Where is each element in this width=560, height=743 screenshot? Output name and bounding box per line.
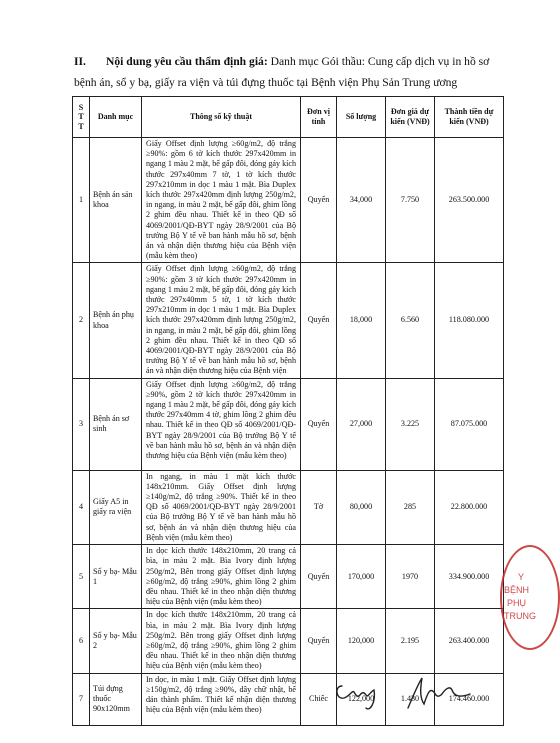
stamp-line: BỆNH	[504, 585, 530, 595]
header-stt: S T T	[73, 97, 90, 138]
cell-unit: Quyển	[301, 138, 337, 263]
red-stamp	[500, 545, 560, 650]
cell-price: 7.750	[386, 138, 435, 263]
cell-name: Bệnh án sơ sinh	[90, 378, 142, 470]
stamp-line: Y	[518, 572, 525, 582]
cell-total: 263.400.000	[435, 609, 504, 673]
cell-unit: Quyển	[301, 545, 337, 609]
cell-unit: Quyển	[301, 263, 337, 378]
section-line-1	[74, 51, 504, 72]
cell-price: 1970	[386, 545, 435, 609]
section-number: II.	[74, 55, 86, 68]
cell-stt: 5	[73, 545, 90, 609]
signatures	[330, 668, 480, 718]
cell-qty: 34,000	[337, 138, 386, 263]
cell-price: 1.430	[386, 673, 435, 725]
signature-icon	[330, 668, 480, 718]
cell-spec: Giấy Offset định lượng ≥60g/m2, độ trắng ≥90%: gồm 3 tờ kích thước 297x420mm in ngang 1 màu 2 mặt, bế gấp đôi, đóng gáy kích thước 297x40mm 5 tờ, 1 tờ kích thước 297x210mm in dọc 1 màu 1 mặt. Bìa Duplex kích thước 297x420mm định lượng 250g/m2, in ngang, in màu 2 mặt, bế gấp đôi, ghim lồng 2 ghim đều nhau. Thiết kế in theo QĐ số 4069/2001/QĐ-BYT ngày 28/9/2001 của Bộ trưởng Bộ Y tế về ban hành mẫu hồ sơ, bệnh án và nhận diện thương hiệu của Bệnh viện	[142, 263, 301, 378]
cell-name: Túi đựng thuốc 90x120mm	[90, 673, 142, 725]
cell-unit: Quyển	[301, 378, 337, 470]
cell-total: 22.800.000	[435, 470, 504, 544]
header-danh-muc: Danh mục	[90, 97, 142, 138]
table-row	[73, 545, 504, 609]
cell-qty: 170,000	[337, 545, 386, 609]
table-header-row	[73, 97, 504, 138]
cell-total: 174.460.000	[435, 673, 504, 725]
cell-name: Bệnh án phụ khoa	[90, 263, 142, 378]
spec-table	[72, 96, 504, 726]
cell-stt: 3	[73, 378, 90, 470]
cell-spec: In dọc, in màu 1 mặt. Giấy Offset định lượng ≥150g/m2, độ trắng ≥90%, dây chữ nhật, bế dán thành phẩm. Thiết kế nhận diện thương hiệu của Bệnh viện (mẫu kèm theo)	[142, 673, 301, 725]
cell-unit: Quyển	[301, 609, 337, 673]
cell-name: Sổ y bạ- Mẫu 2	[90, 609, 142, 673]
stamp-line: PHỤ	[507, 598, 527, 608]
stamp-line: TRUNG	[504, 611, 536, 621]
table-row	[73, 470, 504, 544]
cell-qty: 80,000	[337, 470, 386, 544]
section-label: Nội dung yêu cầu thẩm định giá:	[106, 55, 268, 68]
cell-stt: 4	[73, 470, 90, 544]
cell-price: 285	[386, 470, 435, 544]
cell-name: Sổ y bạ- Mẫu 1	[90, 545, 142, 609]
cell-spec: Giấy Offset định lượng ≥60g/m2, độ trắng ≥90%, gồm 2 tờ kích thước 297x420mm in ngang 1 màu 2 mặt, bế gấp đôi, đóng gáy kích thước 297x40mm 4 tờ, ghim lồng 2 ghim đều nhau. Thiết kế in theo QĐ số 4069/2001/QĐ-BYT ngày 28/9/2001 của Bộ trưởng Bộ Y tế về ban hành mẫu hồ sơ, bệnh án và nhận diện thương hiệu của Bệnh viện (mẫu kèm theo)	[142, 378, 301, 470]
table-row	[73, 263, 504, 378]
table-row	[73, 609, 504, 673]
cell-unit: Chiếc	[301, 673, 337, 725]
table-row	[73, 138, 504, 263]
cell-total: 334.900.000	[435, 545, 504, 609]
header-don-gia: Đơn giá dự kiến (VNĐ)	[386, 97, 435, 138]
cell-spec: In dọc kích thước 148x210mm, 20 trang cả bìa, in màu 2 mặt. Bìa Ivory định lượng 250g/m2, Bên trong giấy Offset định lượng ≥60g/m2, độ trắng ≥90%, ghim lồng 2 ghim đều nhau. Thiết kế in theo nhận diện thương hiệu của Bệnh viện (mẫu kèm theo)	[142, 545, 301, 609]
cell-stt: 6	[73, 609, 90, 673]
cell-unit: Tờ	[301, 470, 337, 544]
cell-qty: 18,000	[337, 263, 386, 378]
cell-price: 2.195	[386, 609, 435, 673]
cell-stt: 2	[73, 263, 90, 378]
cell-qty: 27,000	[337, 378, 386, 470]
table-row	[73, 378, 504, 470]
cell-stt: 1	[73, 138, 90, 263]
cell-stt: 7	[73, 673, 90, 725]
cell-price: 6.560	[386, 263, 435, 378]
cell-total: 263.500.000	[435, 138, 504, 263]
cell-name: Giấy A5 in giấy ra viện	[90, 470, 142, 544]
cell-total: 118.080.000	[435, 263, 504, 378]
cell-name: Bệnh án sản khoa	[90, 138, 142, 263]
header-thong-so: Thông số kỹ thuật	[142, 97, 301, 138]
cell-spec: In ngang, in màu 1 mặt kích thước 148x210mm. Giấy Offset định lượng ≥140g/m2, độ trắng ≥90%. Thiết kế in theo QĐ số 4069/2001/QĐ-BYT ngày 28/9/2001 của Bộ trưởng Bộ Y tế về ban hành mẫu hồ sơ, bệnh án và nhận diện thương hiệu của Bệnh viện (mẫu kèm theo)	[142, 470, 301, 544]
section-line-2: bệnh án, sổ y bạ, giấy ra viện và túi đựng thuốc tại Bệnh viện Phụ Sản Trung ương	[74, 76, 458, 89]
cell-spec: In dọc kích thước 148x210mm, 20 trang cả bìa, in màu 2 mặt. Bìa Ivory định lượng 250g/m2. Bên trong giấy Offset định lượng ≥60g/m2, độ trắng ≥90%, ghim lồng 2 ghim đều nhau. Thiết kế in theo nhận diện thương hiệu của Bệnh viện (mẫu kèm theo)	[142, 609, 301, 673]
header-thanh-tien: Thành tiền dự kiến (VNĐ)	[435, 97, 504, 138]
section-text-1: Danh mục Gói thầu: Cung cấp dịch vụ in hồ sơ	[270, 55, 490, 68]
cell-qty: 120,000	[337, 609, 386, 673]
cell-qty: 122,000	[337, 673, 386, 725]
cell-total: 87.075.000	[435, 378, 504, 470]
cell-price: 3.225	[386, 378, 435, 470]
header-so-luong: Số lượng	[337, 97, 386, 138]
cell-spec: Giấy Offset định lượng ≥60g/m2, độ trắng ≥90%: gồm 6 tờ kích thước 297x420mm in ngang 1 màu 2 mặt, bế gấp đôi, đóng gáy kích thước 297x40mm 7 tờ, 1 tờ kích thước 297x210mm in dọc 1 màu 1 mặt. Bìa Duplex kích thước 297x420mm định lượng 250g/m2, in ngang, in màu 2 mặt, bế gấp đôi, ghim lồng 2 ghim đều nhau. Thiết kế in theo QĐ số 4069/2001/QĐ-BYT ngày 28/9/2001 của Bộ trưởng Bộ Y tế về ban hành mẫu hồ sơ, bệnh án và nhận diện thương hiệu của Bệnh viện (mẫu kèm theo)	[142, 138, 301, 263]
section-heading	[74, 51, 504, 93]
header-don-vi: Đơn vị tính	[301, 97, 337, 138]
